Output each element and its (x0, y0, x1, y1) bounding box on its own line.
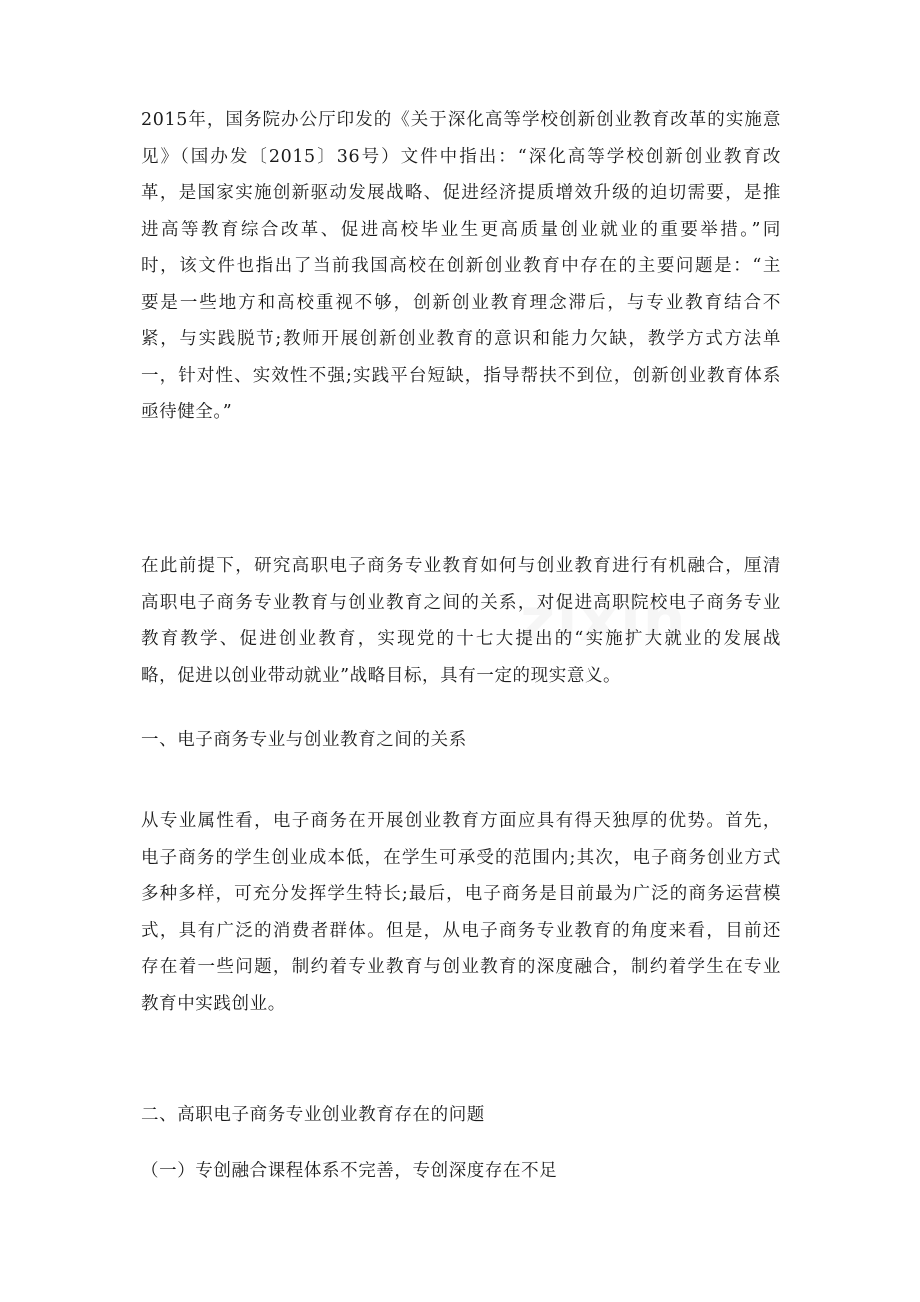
text-line: 一，针对性、实效性不强;实践平台短缺，指导帮扶不到位，创新创业教育体系 (141, 365, 781, 386)
text-line: 教育中实践创业。 (141, 993, 286, 1014)
paragraph-research-premise (141, 548, 781, 694)
paragraph-policy-quote (141, 102, 781, 431)
text-line: 高职电子商务专业教育与创业教育之间的关系，对促进高职院校电子商务专业 (141, 592, 781, 613)
text-line: 教育教学、促进创业教育，实现党的十七大提出的“实施扩大就业的发展战 (141, 629, 781, 649)
text-line: 时，该文件也指出了当前我国高校在创新创业教育中存在的主要问题是：“主 (141, 256, 781, 276)
text-line: 要是一些地方和高校重视不够，创新创业教育理念滞后，与专业教育结合不 (141, 292, 781, 313)
text-line: 亟待健全。” (141, 402, 233, 422)
text-line: 革，是国家实施创新驱动发展战略、促进经济提质增效升级的迫切需要，是推 (141, 183, 781, 203)
section-heading-2: 二、高职电子商务专业创业教育存在的问题 (141, 1105, 485, 1125)
text-line: 2015年，国务院办公厅印发的《关于深化高等学校创新创业教育改革的实施意 (141, 110, 781, 130)
subsection-heading-1: （一）专创融合课程体系不完善，专创深度存在不足 (141, 1161, 558, 1181)
text-line: 见》（国办发〔2015〕36号）文件中指出：“深化高等学校创新创业教育改 (141, 146, 781, 167)
text-line: 进高等教育综合改革、促进高校毕业生更高质量创业就业的重要举措。”同 (141, 219, 781, 240)
text-line: 略，促进以创业带动就业”战略目标，具有一定的现实意义。 (141, 665, 622, 686)
text-line: 多种多样，可充分发挥学生特长;最后，电子商务是目前最为广泛的商务运营模 (141, 884, 781, 904)
text-line: 在此前提下，研究高职电子商务专业教育如何与创业教育进行有机融合，厘清 (141, 556, 781, 576)
text-line: 紧，与实践脱节;教师开展创新创业教育的意识和能力欠缺，教学方式方法单 (141, 329, 781, 349)
paragraph-professional-attributes (141, 803, 781, 1022)
text-line: 存在着一些问题，制约着专业教育与创业教育的深度融合，制约着学生在专业 (141, 957, 781, 977)
watermark: zixin (520, 585, 688, 655)
text-line: 从专业属性看，电子商务在开展创业教育方面应具有得天独厚的优势。首先， (141, 811, 781, 831)
section-heading-1: 一、电子商务专业与创业教育之间的关系 (141, 730, 467, 750)
text-line: 电子商务的学生创业成本低，在学生可承受的范围内;其次，电子商务创业方式 (141, 847, 781, 868)
text-line: 式，具有广泛的消费者群体。但是，从电子商务专业教育的角度来看，目前还 (141, 920, 781, 941)
